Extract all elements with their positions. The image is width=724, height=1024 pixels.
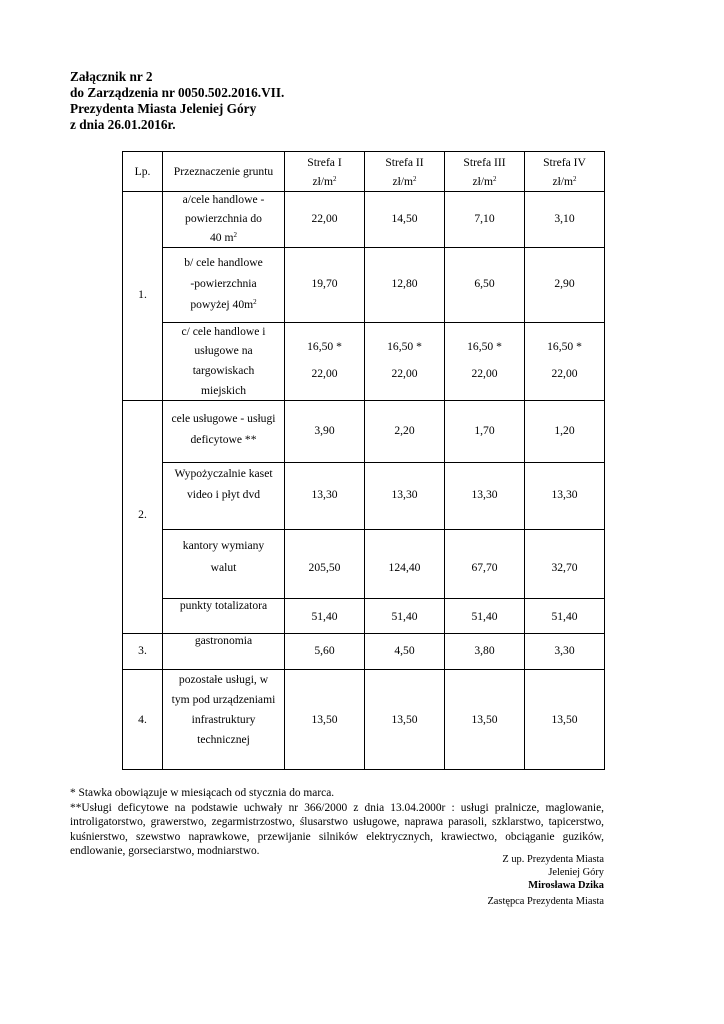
purpose-cell: b/ cele handlowe -powierzchnia powyżej $40m^2$	[163, 248, 285, 323]
table-row	[123, 323, 605, 401]
purpose-cell: gastronomia	[163, 634, 285, 670]
lp-header: Lp.	[123, 152, 163, 192]
footnote-seasonal-rate: * Stawka obowiązuje w miesiącach od stycznia do marca.	[70, 787, 335, 799]
signature-block	[487, 853, 604, 908]
value-cell: 5,60	[285, 634, 365, 670]
issuer: Prezydenta Miasta Jeleniej Góry	[70, 101, 257, 116]
value-cell: 13,30	[365, 463, 445, 530]
lp-cell-4: 4.	[123, 670, 163, 770]
value-cell: 13,50	[285, 670, 365, 770]
signatory-role: Zastępca Prezydenta Miasta	[487, 896, 604, 907]
lp-cell-3: 3.	[123, 634, 163, 670]
value-cell: 22,00	[285, 192, 365, 248]
footnote-deficit-services: **Usługi deficytowe na podstawie uchwały nr 366/2000 z dnia 13.04.2000r : usługi pralnicze, maglowanie, introligatorstwo, grawerstwo, zegarmistrzostwo, ślusarstwo usługowe, naprawa parasoli, szklarstwo, tapicerstwo, kuśnierstwo, szewstwo naprawkowe, przewijanie silników elektrycznych, krawiectwo, obciąganie guzików, endlowanie, gorseciarstwo, modniarstwo.	[70, 801, 604, 858]
table-row	[123, 599, 605, 634]
value-cell: 32,70	[525, 530, 605, 599]
value-cell: 205,50	[285, 530, 365, 599]
value-cell: 13,50	[525, 670, 605, 770]
signature-on-behalf: Z up. Prezydenta Miasta	[502, 854, 604, 865]
purpose-cell: a/cele handlowe - powierzchnia do 40 $m^2$	[163, 192, 285, 248]
value-cell: 16,50 * 22,00	[365, 323, 445, 401]
table-row	[123, 670, 605, 770]
ordinance-number: do Zarządzenia nr 0050.502.2016.VII.	[70, 85, 285, 100]
value-cell: 16,50 * 22,00	[525, 323, 605, 401]
value-cell: 3,80	[445, 634, 525, 670]
value-cell: 124,40	[365, 530, 445, 599]
purpose-cell: Wypożyczalnie kaset video i płyt dvd	[163, 463, 285, 530]
value-cell: 1,20	[525, 401, 605, 463]
table-header-row	[123, 152, 605, 192]
signatory-name: Mirosława Dzika	[528, 880, 604, 891]
table-row	[123, 192, 605, 248]
value-cell: 3,10	[525, 192, 605, 248]
value-cell: 3,30	[525, 634, 605, 670]
purpose-header: Przeznaczenie gruntu	[163, 152, 285, 192]
value-cell: 51,40	[365, 599, 445, 634]
issue-date: z dnia 26.01.2016r.	[70, 117, 176, 132]
value-cell: 13,50	[445, 670, 525, 770]
purpose-cell: punkty totalizatora	[163, 599, 285, 634]
purpose-cell: pozostałe usługi, w tym pod urządzeniami infrastruktury technicznej	[163, 670, 285, 770]
value-cell: 13,30	[285, 463, 365, 530]
value-cell: 7,10	[445, 192, 525, 248]
value-cell: 16,50 * 22,00	[445, 323, 525, 401]
signature-city: Jeleniej Góry	[548, 867, 604, 878]
zone-1-header: Strefa I $zł/m^2$	[285, 152, 365, 192]
table-row	[123, 530, 605, 599]
purpose-cell: c/ cele handlowe i usługowe na targowiskach miejskich	[163, 323, 285, 401]
zone-4-header: Strefa IV $zł/m^2$	[525, 152, 605, 192]
value-cell: 51,40	[285, 599, 365, 634]
lp-cell-2: 2.	[123, 401, 163, 634]
purpose-cell: kantory wymiany walut	[163, 530, 285, 599]
table-row	[123, 463, 605, 530]
zone-2-header: Strefa II $zł/m^2$	[365, 152, 445, 192]
value-cell: 51,40	[525, 599, 605, 634]
value-cell: 6,50	[445, 248, 525, 323]
value-cell: 3,90	[285, 401, 365, 463]
table-row	[123, 401, 605, 463]
value-cell: 51,40	[445, 599, 525, 634]
rates-table	[122, 151, 605, 770]
value-cell: 13,50	[365, 670, 445, 770]
footnotes	[70, 786, 604, 859]
zone-3-header: Strefa III $zł/m^2$	[445, 152, 525, 192]
value-cell: 12,80	[365, 248, 445, 323]
value-cell: 14,50	[365, 192, 445, 248]
document-header	[70, 69, 284, 133]
value-cell: 16,50 * 22,00	[285, 323, 365, 401]
value-cell: 13,30	[525, 463, 605, 530]
value-cell: 4,50	[365, 634, 445, 670]
attachment-title: Załącznik nr 2	[70, 69, 153, 84]
value-cell: 67,70	[445, 530, 525, 599]
value-cell: 2,90	[525, 248, 605, 323]
value-cell: 1,70	[445, 401, 525, 463]
purpose-cell: cele usługowe - usługi deficytowe **	[163, 401, 285, 463]
lp-cell-1: 1.	[123, 192, 163, 401]
table-row	[123, 248, 605, 323]
value-cell: 2,20	[365, 401, 445, 463]
value-cell: 19,70	[285, 248, 365, 323]
table-row	[123, 634, 605, 670]
value-cell: 13,30	[445, 463, 525, 530]
